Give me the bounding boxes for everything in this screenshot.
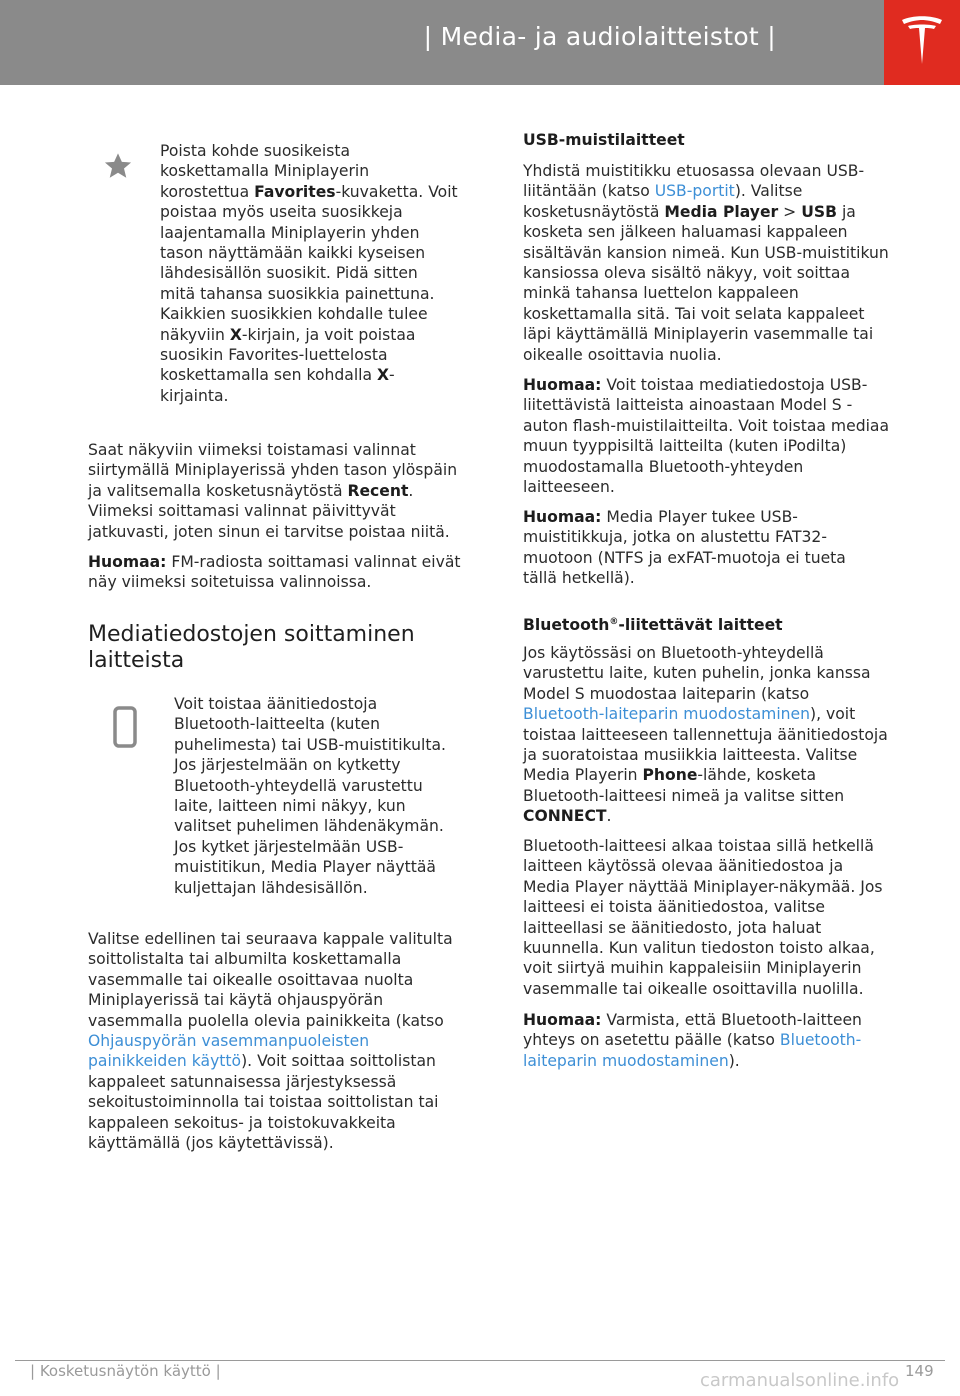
link-bluetooth-pairing-2[interactable]: Bluetooth-: [779, 1031, 862, 1050]
link-steering-buttons[interactable]: Ohjauspyörän vasemmanpuoleisten: [88, 1032, 370, 1051]
link-bluetooth-pairing-3[interactable]: laiteparin muodostaminen: [523, 1051, 729, 1070]
bluetooth-playback-paragraph: Bluetooth-laitteesi alkaa toistaa sillä hetkellä laitteen käytössä olevaa äänitiedostoa ja Media Player näyttää Miniplayer-näkymää. Jos laitteesi ei toista äänitiedostoa, valitse laitteellasi se äänitiedosto, jota haluat kuunnella. Kun valitun tiedoston toisto alkaa, voit siirtyä muihin kappaleisiin Miniplayerin vasemmalle tai oikealle osoittavilla nuolilla.: [523, 837, 883, 998]
usb-heading: USB-muistilaitteet: [523, 131, 685, 149]
footer-divider: [15, 1360, 945, 1361]
star-icon: [102, 150, 134, 182]
note-usb-model-s: Huomaa: Voit toistaa mediatiedostoja USB- liitettävistä laitteista ainoastaan Model S - auton flash-muistilaitteilta. Voit toistaa mediaa muun tyyppisiltä laitteilta (kuten iPodilta) muodostamalla Bluetooth-yhteyden laitteeseen.: [523, 376, 890, 497]
page-number: 149: [905, 1362, 934, 1380]
tesla-logo-icon: [900, 14, 944, 68]
section-heading: Mediatiedostojen soittaminen laitteista: [88, 622, 415, 673]
note-fm-radio: Huomaa: FM-radiosta soittamasi valinnat eivät näy viimeksi soitetuissa valinnoissa.: [88, 553, 461, 592]
watermark: carmanualsonline.info: [700, 1370, 900, 1391]
bluetooth-heading: Bluetooth®-liitettävät laitteet: [523, 616, 783, 635]
page-header: [0, 0, 884, 85]
usb-paragraph: Yhdistä muistitikku etuosassa olevaan USB- liitäntään (katso USB-portit). Valitse kosketusnäytöstä Media Player > USB ja kosketa sen jälkeen haluamasi kappaleen sisältävän kansion nimeä. Kun USB-muistitikun kansiossa oleva sisältö näkyy, voit soittaa minkä tahansa luettelon kappaleen koskettamalla sitä. Tai voit selata kappaleet läpi käyttämällä Miniplayerin vasemmalle tai oikealle osoittavia nuolia.: [523, 162, 889, 364]
favorites-paragraph: Poista kohde suosikeista koskettamalla Miniplayerin korostettua Favorites-kuvaketta. Voit poistaa myös useita suosikkeja laajentamalla Miniplayerin yhden tason näyttämään kaikki kyseisen lähdesisällön suosikit. Pidä sitten mitä tahansa suosikkia painettuna. Kaikkien suosikkien kohdalle tulee näkyviin X-kirjain, ja voit poistaa suosikin Favorites-luettelosta koskettamalla sen kohdalla X- kirjainta.: [160, 142, 458, 405]
bluetooth-paragraph: Jos käytössäsi on Bluetooth-yhteydellä varustettu laite, kuten puhelin, jonka kanssa Model S muodostaa laiteparin (katso Bluetooth-laiteparin muodostaminen), voit toistaa laitteeseen tallennettuja äänitiedostoja ja suoratoistaa musiikkia laitteesta. Valitse Media Playerin Phone-lähde, kosketa Bluetooth-laitteesi nimeä ja valitse sitten CONNECT.: [523, 644, 888, 826]
recent-paragraph: Saat näkyviin viimeksi toistamasi valinnat siirtymällä Miniplayerissä yhden tason ylöspäin ja valitsemalla kosketusnäytöstä Recent. Viimeksi soittamasi valinnat päivittyvät jatkuvasti, joten sinun ei tarvitse poistaa niitä.: [88, 441, 458, 541]
note-bluetooth-on: Huomaa: Varmista, että Bluetooth-laitteen yhteys on asetettu päälle (katso Bluetooth- laiteparin muodostaminen).: [523, 1011, 862, 1070]
footer-section: | Kosketusnäytön käyttö |: [30, 1362, 221, 1380]
note-usb-format: Huomaa: Media Player tukee USB- muistitikkuja, jotka on alustettu FAT32- muotoon (NTFS ja exFAT-muotoja ei tueta tällä hetkellä).: [523, 508, 846, 588]
link-bluetooth-pairing[interactable]: Bluetooth-laiteparin muodostaminen: [523, 705, 811, 724]
link-usb-ports[interactable]: USB-portit: [654, 182, 735, 201]
phone-paragraph: Voit toistaa äänitiedostoja Bluetooth-laitteelta (kuten puhelimesta) tai USB-muistitikulta. Jos järjestelmään on kytketty Bluetooth-yhteydellä varustettu laite, laitteen nimi näkyy, kun valitset puhelimen lähdenäkymän. Jos kytket järjestelmään USB- muistitikun, Media Player näyttää kuljettajan lähdesisällön.: [174, 695, 446, 897]
brand-logo-box: [884, 0, 960, 85]
link-steering-buttons-2[interactable]: painikkeiden käyttö: [88, 1052, 242, 1071]
select-track-paragraph: Valitse edellinen tai seuraava kappale valitulta soittolistalta tai albumilta koskettamalla vasemmalle tai oikealle osoittavaa nuolta Miniplayerissä tai käytä ohjauspyörän vasemmalla puolella olevia painikkeita (katso Ohjauspyörän vasemmanpuoleisten painikkeiden käyttö). Voit soittaa soittolistan kappaleet satunnaisessa järjestyksessä sekoitustoiminnolla tai toistaa soittolistan tai kappaleen sekoitus- ja toistokuvakkeita käyttämällä (jos käytettävissä).: [88, 930, 453, 1153]
phone-icon: [112, 705, 140, 749]
section-title: | Media- ja audiolaitteistot |: [423, 22, 776, 51]
